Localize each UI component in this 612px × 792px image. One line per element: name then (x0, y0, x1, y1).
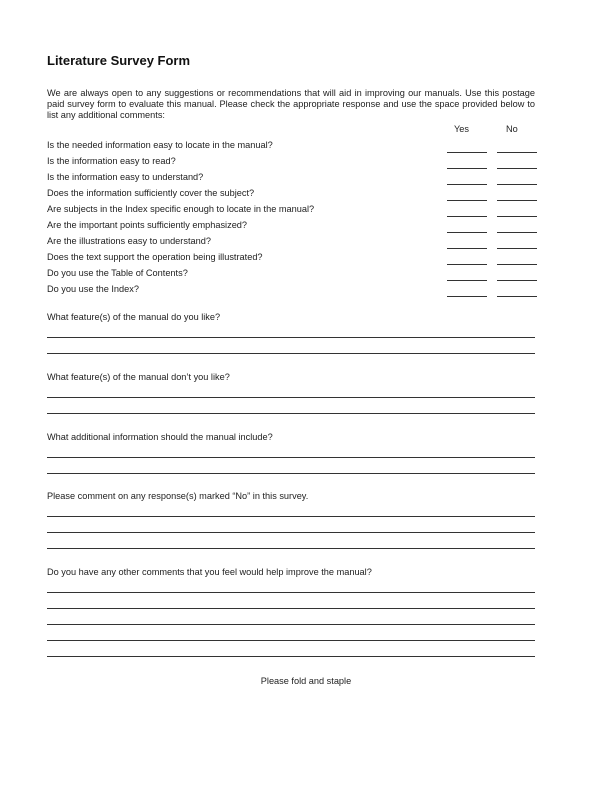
no-column-header: No (506, 124, 518, 134)
survey-question: Are the illustrations easy to understand? (47, 236, 211, 246)
no-answer-blank[interactable] (497, 296, 537, 297)
answer-line[interactable] (47, 516, 535, 517)
answer-line[interactable] (47, 413, 535, 414)
yes-answer-blank[interactable] (447, 200, 487, 201)
answer-line[interactable] (47, 656, 535, 657)
survey-question: Does the text support the operation being illustrated? (47, 252, 263, 262)
answer-line[interactable] (47, 592, 535, 593)
answer-line[interactable] (47, 473, 535, 474)
survey-question: Does the information sufficiently cover the subject? (47, 188, 255, 198)
fold-instruction: Please fold and staple (260, 676, 352, 686)
no-answer-blank[interactable] (497, 168, 537, 169)
yes-answer-blank[interactable] (447, 248, 487, 249)
answer-line[interactable] (47, 397, 535, 398)
page-title: Literature Survey Form (47, 53, 191, 68)
answer-line[interactable] (47, 457, 535, 458)
open-question-label: Do you have any other comments that you feel would help improve the manual? (47, 567, 372, 577)
no-answer-blank[interactable] (497, 248, 537, 249)
open-question-label: What feature(s) of the manual don’t you like? (47, 372, 230, 382)
survey-question: Are the important points sufficiently emphasized? (47, 220, 248, 230)
open-question-label: Please comment on any response(s) marked “No” in this survey. (47, 491, 309, 501)
yes-answer-blank[interactable] (447, 184, 487, 185)
yes-answer-blank[interactable] (447, 280, 487, 281)
answer-line[interactable] (47, 532, 535, 533)
answer-line[interactable] (47, 640, 535, 641)
yes-answer-blank[interactable] (447, 296, 487, 297)
no-answer-blank[interactable] (497, 216, 537, 217)
yes-answer-blank[interactable] (447, 168, 487, 169)
open-question-label: What feature(s) of the manual do you like? (47, 312, 221, 322)
survey-question: Do you use the Table of Contents? (47, 268, 188, 278)
answer-line[interactable] (47, 337, 535, 338)
answer-line[interactable] (47, 624, 535, 625)
no-answer-blank[interactable] (497, 280, 537, 281)
no-answer-blank[interactable] (497, 264, 537, 265)
answer-line[interactable] (47, 353, 535, 354)
no-answer-blank[interactable] (497, 184, 537, 185)
survey-question: Do you use the Index? (47, 284, 139, 294)
yes-answer-blank[interactable] (447, 232, 487, 233)
survey-question: Are subjects in the Index specific enough to locate in the manual? (47, 204, 315, 214)
answer-line[interactable] (47, 608, 535, 609)
yes-answer-blank[interactable] (447, 152, 487, 153)
survey-question: Is the information easy to understand? (47, 172, 204, 182)
no-answer-blank[interactable] (497, 152, 537, 153)
survey-question: Is the needed information easy to locate in the manual? (47, 140, 273, 150)
yes-answer-blank[interactable] (447, 264, 487, 265)
no-answer-blank[interactable] (497, 232, 537, 233)
open-question-label: What additional information should the manual include? (47, 432, 273, 442)
no-answer-blank[interactable] (497, 200, 537, 201)
survey-question: Is the information easy to read? (47, 156, 176, 166)
answer-line[interactable] (47, 548, 535, 549)
yes-column-header: Yes (454, 124, 469, 134)
yes-answer-blank[interactable] (447, 216, 487, 217)
intro-paragraph: We are always open to any suggestions or recommendations that will aid in improving our manuals. Use this postage paid survey form to evaluate this manual. Please check the appropriate response and use the space provided below to list any additional comments: (47, 88, 535, 120)
